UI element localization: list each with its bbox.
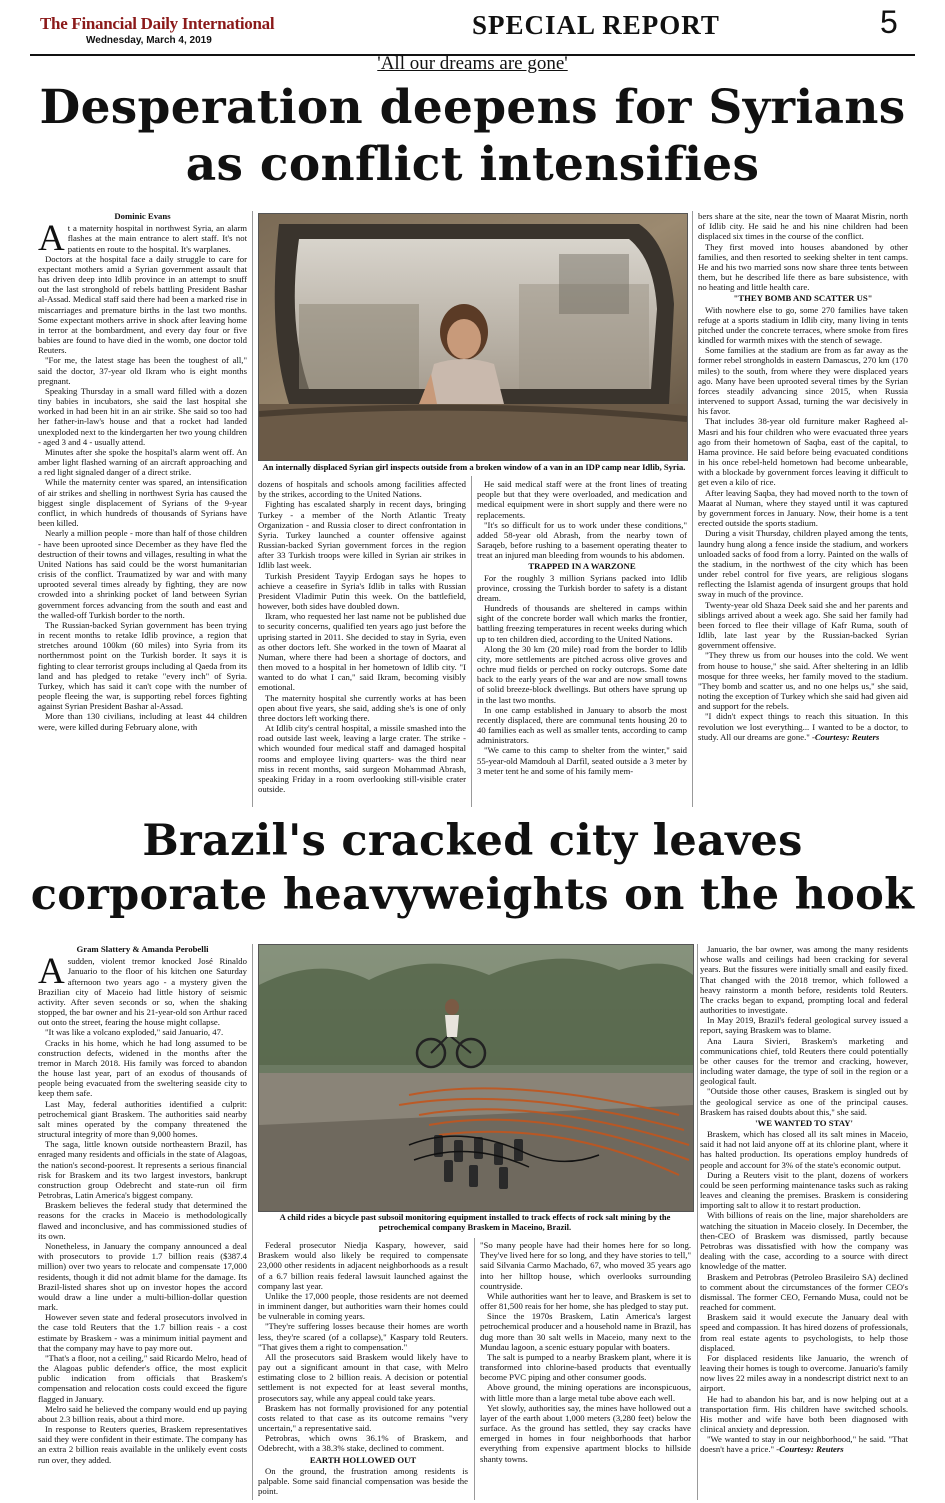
- paragraph: Turkish President Tayyip Erdogan says he hopes to achieve a ceasefire in Syria's Idlib in talks with Russian President Vladimir Putin this week. On the battlefield, however, both sides have doubled down.: [258, 570, 466, 612]
- paragraph: Minutes after she spoke the hospital's alarm went off. An amber light flashed warning of an aircraft approaching and a red light signaled danger of a direct strike.: [38, 446, 247, 478]
- column-divider: [471, 476, 472, 807]
- paragraph: [698, 711, 908, 742]
- paragraph: "That's a floor, not a ceiling," said Ricardo Melro, head of the Alagoas public defender's office, the most explicit public indication from officials that Braskem's compensation and relocation costs could exceed the figure flagged in January.: [38, 1352, 247, 1404]
- paragraph: Fighting has escalated sharply in recent days, bringing Turkey - a member of the North Atlantic Treaty Organization - and Russia closer to direct confrontation in Syria. Turkey launched a counter offensive against Russian-backed Syrian government forces in the region after 33 Turkish troops were killed in Syrian air strikes in Idlib last week.: [258, 499, 466, 571]
- paragraph: Ikram, who requested her last name not be published due to security concerns, qualified ten years ago just before the uprising started in 2011. She decided to stay in Syria, even as other doctors left. She worked in the town of Maarat al Numan, where there had been a shortage of doctors, and then moved to a hospital in her hometown of Idlib city. "I wanted to do what I can," said Ikram, becoming visibly emotional.: [258, 611, 466, 693]
- paragraph: In one camp established in January to absorb the most recently displaced, there are communal tents housing 20 to 40 families each as well as smaller tents, according to camp administrators.: [477, 704, 687, 746]
- article2-column-3: [480, 1240, 691, 1500]
- paragraph: "For me, the latest stage has been the toughest of all," said the doctor, 37-year old Ikram who is eight months pregnant.: [38, 355, 247, 386]
- article2-dropcap: A: [38, 951, 65, 993]
- paragraph: t a maternity hospital in northwest Syria, an alarm flashes at the main entrance to alert staff. It's not patients en route to the hospital. It's warplanes.: [67, 223, 247, 254]
- paragraph: On the ground, the frustration among residents is palpable. Some said financial compensation was beside the point.: [258, 1465, 468, 1497]
- paragraph: Yet slowly, authorities say, the mines have hollowed out a layer of the earth about 1,000 meters (3,280 feet) below the surface. As the ground has settled, they say cracks have emerged in homes in four neighborhoods that harbor everything from expensive apartment blocks to hillside shanty towns.: [480, 1402, 691, 1464]
- column-divider: [252, 211, 253, 807]
- paragraph: The salt is pumped to a nearby Braskem plant, where it is transformed into chlorine-based products that eventually become PVC piping and other consumer goods.: [480, 1351, 691, 1383]
- paragraph: While the maternity center was spared, an intensification of air strikes and shelling in northwest Syria has caused the biggest single displacement of Syrians of the 9-year conflict, in which hundreds of thousands of Syrians have been killed.: [38, 477, 247, 529]
- paragraph: Nonetheless, in January the company announced a deal with prosecutors to provide 1.7 billion reais ($387.4 million) over two years to relocate and compensate 17,000 residents, though it did not admit blame for the damage. Its Brazil-listed shares shot up on investor hopes the accord would draw a line under a multi-billion-dollar question mark.: [38, 1240, 247, 1313]
- child-bicycle-equipment-photo: [259, 945, 693, 1211]
- paragraph: Petrobras, which owns 36.1% of Braskem, and Odebrecht, with a 38.3% stake, declined to comment.: [258, 1433, 468, 1454]
- paragraph: Braskem said it would execute the January deal with speed and compassion. It has hired dozens of professionals, from real estate agents to psychologists, to help those displaced.: [700, 1312, 908, 1353]
- article1-dropcap: A: [38, 218, 65, 260]
- paragraph: Last May, federal authorities identified a culprit: petrochemical giant Braskem. The authorities said nearby salt mines operated by the company threatened the structural integrity of more than 9,000 homes.: [38, 1098, 247, 1140]
- paragraph: For displaced residents like Januario, the wrench of leaving their homes is tough to overcome. Januario's family now lives 22 miles away in a nondescript district next to an airport.: [700, 1352, 908, 1394]
- paragraph-text: "I didn't expect things to reach this situation. In this revolution we lost everything... I wanted to be a doctor, to study. All our dreams are gone.": [698, 711, 908, 742]
- paragraph: Since the 1970s Braskem, Latin America's largest petrochemical producer and a household name in Brazil, has dug more than 30 salt wells in Maceio, many next to the Mundau lagoon, a scenic estuary popular with boaters.: [480, 1311, 691, 1352]
- article2-photo-caption: A child rides a bicycle past subsoil monitoring equipment installed to track effects of rock salt mining by the petrochemical company Braskem in Maceino, Brazil.: [279, 1212, 671, 1232]
- syrian-girl-van-photo: [259, 214, 687, 460]
- column-divider: [252, 944, 253, 1500]
- paragraph: Cracks in his home, which he had long assumed to be construction defects, widened in the months after the tremor in March 2018. His family was forced to abandon the house last year, part of an exodus of thousands of people being evacuated from the sweltering seaside city to keep them safe.: [38, 1037, 247, 1099]
- paragraph: Federal prosecutor Niedja Kaspary, however, said Braskem would also likely be required to compensate 23,000 other residents in adjacent neighborhoods as a result of a 6.7 billion reais federal lawsuit launched against the company last year.: [258, 1240, 468, 1291]
- paragraph: Hundreds of thousands are sheltered in camps within sight of the concrete border wall which marks the frontier, battling freezing temperatures in recent weeks during which up to ten children died, according to the United Nations.: [477, 603, 687, 644]
- article1-kicker: [0, 53, 945, 75]
- article1-column-1: [38, 211, 247, 808]
- article2-column-1: [38, 944, 247, 1500]
- paragraph: In May 2019, Brazil's federal geological survey issued a report, saying Braskem was to blame.: [700, 1015, 908, 1036]
- article1-subhead-trapped: TRAPPED IN A WARZONE: [528, 561, 636, 572]
- paragraph: He had to abandon his bar, and is now helping out at a transportation firm. His children have switched schools. His mother and wife have both been diagnosed with clinical anxiety and depression.: [700, 1393, 908, 1435]
- paragraph: That includes 38-year old furniture maker Ragheed al-Masri and his four children who were evacuated three years ago from their hometown of Saqba, east of the capital, to Hama province. He said before being evacuated conditions in his once rebel-held hometown had become unbearable, with a blockade by government forces leaving it difficult to get even a kilo of rice.: [698, 416, 908, 488]
- article2-courtesy: -Courtesy: Reuters: [776, 1444, 844, 1455]
- paragraph: Above ground, the mining operations are inconspicuous, with little more than a large metal tube above each well.: [480, 1382, 691, 1403]
- article2-byline: Gram Slattery & Amanda Perobelli: [76, 944, 209, 954]
- paragraph: Braskem and Petrobras (Petroleo Brasileiro SA) declined to comment about the circumstances of the former CEO's dismissal. The former CEO, Fernando Musa, could not be reached for comment.: [700, 1271, 908, 1313]
- article1-headline: Desperation deepens for Syrians as conflict intensifies: [39, 80, 906, 193]
- paragraph: Braskem has not formally provisioned for any potential costs related to that case as its outcome remains "very uncertain," a representative said.: [258, 1402, 468, 1434]
- paragraph: During a Reuters visit to the plant, dozens of workers could be seen performing maintenance tasks such as raking leaves and cleaning the premises. Braskem is considering importing salt to allow it to restart production.: [700, 1169, 908, 1211]
- article1-subhead-bomb: "THEY BOMB AND SCATTER US": [733, 293, 873, 304]
- paragraph: During a visit Thursday, children played among the tents, laundry hung along a fence inside the stadium, and workers unloaded sacks of food from a lorry. Painted on the walls of the stadium, in the northwest of the city which has been under rebel control for five years, are religious slogans reflecting the Islamist agenda of insurgent groups that hold sway in much of the province.: [698, 528, 908, 600]
- article2-column-4: [700, 944, 908, 1500]
- paragraph: sudden, violent tremor knocked José Rinaldo Januario to the floor of his kitchen one Saturday afternoon two years ago - a mystery given the Brazilian city of Maceio had little history of seismic activity. After seven seconds or so, when the shaking stopped, the bar owner and his 21-year-old son Arthur raced out onto the street, fearing the house might collapse.: [38, 956, 247, 1028]
- paragraph: After leaving Saqba, they had moved north to the town of Maarat al Numan, where they stayed until it was captured by government forces in January. Now, their home is a tent erected outside the sports stadium.: [698, 487, 908, 529]
- article2-column-2: [258, 1240, 468, 1500]
- column-divider: [692, 211, 693, 807]
- column-divider: [474, 1238, 475, 1500]
- paragraph: Doctors at the hospital face a daily struggle to care for expectant mothers amid a Syrian government assault that has driven deep into Idlib province in an attempt to snuff out the last stronghold of rebels battling President Bashar al-Assad. Medical staff said there had been a marked rise in miscarriages and premature births in the last two months. Some expectant mothers arrive in shock after leaving home in terror at the bombardment, and every day four or five babies are found to have died in the womb, one doctor told Reuters.: [38, 253, 247, 356]
- paragraph: In response to Reuters queries, Braskem representatives said they were confident in their estimate. The company has an extra 2 billion reais available in the unlikely event costs run over, they added.: [38, 1424, 247, 1465]
- paragraph: With billions of reais on the line, major shareholders are watching the situation in Maceio closely. In December, the then-CEO of Braskem was dismissed, partly because Petrobras was dissatisfied with how the company was dealing with the case, according to a source with direct knowledge of the matter.: [700, 1210, 908, 1272]
- paragraph: More than 130 civilians, including at least 44 children were, were killed during February alone, with: [38, 711, 247, 732]
- paragraph: "Outside those other causes, Braskem is singled out by the geological service as one of the principal causes. Braskem has raised doubts about this," she said.: [700, 1086, 908, 1117]
- masthead-paper-name: The Financial Daily International: [40, 14, 275, 33]
- page-number: 5: [880, 4, 898, 40]
- paragraph: Melro said he believed the company would end up paying about 2.3 billion reais, about a third more.: [38, 1403, 247, 1424]
- article1-photo-caption: An internally displaced Syrian girl inspects outside from a broken window of a van in an IDP camp near Idlib, Syria.: [262, 462, 686, 472]
- paragraph: bers share at the site, near the town of Maarat Misrin, north of Idlib city. He said he and his nine children had been displaced six times in the course of the conflict.: [698, 211, 908, 242]
- paragraph: All the prosecutors said Braskem would likely have to pay out a significant amount in that case, with Melro estimating close to 2 billion reais. A decision or potential settlement is not expected for at least several months, prosecutors say, while any appeal could take years.: [258, 1351, 468, 1403]
- masthead-date: Wednesday, March 4, 2019: [86, 35, 212, 46]
- paragraph: [700, 1434, 908, 1454]
- paragraph: However seven state and federal prosecutors involved in the case told Reuters that the 1.7 billion reais - a cost estimate by Braskem - was a minimum initial payment and that the company may have to pay more out.: [38, 1312, 247, 1353]
- paragraph: "It's so difficult for us to work under these conditions," added 58-year old Abrash, from the nearby town of Saraqeb, before rushing to a basement operating theater to treat an injured man bleeding from wounds to his abdomen.: [477, 519, 687, 561]
- article1-column-3: [477, 479, 687, 807]
- paragraph: While authorities want her to leave, and Braskem is set to offer 81,500 reais for her home, she has pledged to stay put.: [480, 1290, 691, 1312]
- section-title: SPECIAL REPORT: [472, 10, 720, 40]
- article1-byline: Dominic Evans: [114, 211, 171, 221]
- paragraph: For the roughly 3 million Syrians packed into Idlib province, crossing the Turkish border to safety is a distant dream.: [477, 572, 687, 603]
- paragraph: Ana Laura Sivieri, Braskem's marketing and communications chief, told Reuters there could potentially be other causes for the tremor and cracking, however, including water damage, the type of soil in the region or a geological fault.: [700, 1035, 908, 1087]
- paragraph: "They threw us from our houses into the cold. We went from house to house," she said. After sheltering in an Idlib mosque for three weeks, her family moved to the stadium. "They bomb and scatter us, and no one helps us," she said, noting the exception of Turkey which she said had given aid and support for the rebels.: [698, 650, 908, 712]
- article2-subhead-earth: EARTH HOLLOWED OUT: [309, 1454, 417, 1465]
- paragraph: Twenty-year old Shaza Deek said she and her parents and siblings arrived about a week ago. She said her family had been forced to flee their village of Kafr Ruma, south of Idlib, late last year by the Russian-backed Syrian government offensive.: [698, 599, 908, 651]
- paragraph: Braskem believes the federal study that determined the reasons for the cracks in Maceio is methodologically flawed and inconclusive, and has commissioned studies of its own.: [38, 1200, 247, 1241]
- paragraph: "So many people have had their homes here for so long. They've lived here for so long, and they have stories to tell," said Silvania Carmo Machado, 67, who moved 35 years ago into her hilltop house, which overlooks surrounding countryside.: [480, 1240, 691, 1291]
- paragraph: He said medical staff were at the front lines of treating people but that they were overloaded, and medication and medical equipment were in short supply and there were no replacements.: [477, 479, 687, 520]
- article1-photo: [258, 213, 688, 461]
- paragraph: "We came to this camp to shelter from the winter," said 55-year-old Mamdouh al Darfil, seated outside a 3 meter by 3 meter tent he and some of his family mem-: [477, 745, 687, 776]
- paragraph: At Idlib city's central hospital, a missile smashed into the road outside last week, leaving a large crater. The strike - which wounded four medical staff and damaged hospital rooms and employee living quarters- was the third near miss in recent months, said surgeon Mohammad Abrash, speaking Friday in a room overlooking still-visible crater outside.: [258, 723, 466, 795]
- paragraph: "It was like a volcano exploded," said Januario, 47.: [45, 1027, 224, 1038]
- article2-headline: Brazil's cracked city leaves corporate heavyweights on the hook: [30, 816, 915, 920]
- paragraph: Unlike the 17,000 people, those residents are not deemed in imminent danger, but authorities warn their homes could be vulnerable in coming years.: [258, 1290, 468, 1322]
- paragraph: Speaking Thursday in a small ward filled with a dozen tiny babies in incubators, she said the last hospital she worked in had been hit in an air strike. She said so too had her father-in-law's house and that a rocket had landed unexploded next to the kindergarten her two young children - aged 3 and 4 - usually attend.: [38, 385, 247, 447]
- paragraph: dozens of hospitals and schools among facilities affected by the strikes, according to the United Nations.: [258, 479, 466, 500]
- column-divider: [697, 944, 698, 1500]
- paragraph: "They're suffering losses because their homes are worth less, they're scared (of a collapse)," Kaspary told Reuters. "That gives them a right to compensation.": [258, 1321, 468, 1352]
- paragraph: Braskem, which has closed all its salt mines in Maceio, said it had not laid anyone off at its chlorine plant, where it has halted production. Its operations employ hundreds of people and account for 3% of the state's economic output.: [700, 1129, 908, 1170]
- paragraph: Some families at the stadium are from as far away as the former rebel strongholds in eastern Damascus, 270 km (170 miles) to the south, from where they were displaced years ago. Many have been uprooted several times by the Syrian forces steadily advancing since 2015, when Russia intervened to support Assad, turning the war decisively in his favor.: [698, 345, 908, 417]
- paragraph: Januario, the bar owner, was among the many residents whose walls and ceilings had been cracking for several years. But the fissures were initially small and easily fixed. That changed with the 2018 tremor, which followed a heavy rainstorm a month before, residents told Reuters. The cracks began to expand, prompting local and federal authorities to investigate.: [700, 944, 908, 1016]
- paragraph: Along the 30 km (20 mile) road from the border to Idlib city, more settlements are pitched across olive groves and ochre mud fields or perched on rocky outcrops. Some date back to the early years of the war and are now small towns of solid breeze-block dwellings. But others have sprung up in the last two months.: [477, 643, 687, 705]
- article2-photo: [258, 944, 694, 1212]
- paragraph: Nearly a million people - more than half of those children - have been uprooted since December as they have fled the destruction of their towns and villages, resulting in what the United Nations has said could be the worst humanitarian crisis of the conflict. Traumatized by war and with many uprooted several times already by fighting, they are now crowded into a shrinking pocket of land between Syrian government forces advancing from the south and east and the walled-off Turkish border to the north.: [38, 528, 247, 620]
- paragraph: With nowhere else to go, some 270 families have taken refuge at a sports stadium in Idlib city, many living in tents pitched under the concrete terraces, where smoke from fires kindled for warmth mixes with the stench of sewage.: [698, 304, 908, 346]
- article1-kicker-text: 'All our dreams are gone': [377, 53, 568, 74]
- paragraph-text: "We wanted to stay in our neighborhood," he said. "That doesn't have a price.": [700, 1434, 908, 1455]
- paragraph: The maternity hospital she currently works at has been open about five years, she said, adding she's is one of only three doctors left working there.: [258, 692, 466, 723]
- paragraph: The Russian-backed Syrian government has been trying in recent months to retake Idlib province, a region that stretches around 100km (60 miles) into Syria from its northernmost point on the Turkish border. It says it is fighting to clear terrorist groups including al Qaeda from its land and has pledged to retake "every inch" of Syria. Turkey, which has said it can't cope with the number of people fleeing the war, is supporting rebel forces fighting against Syrian President Bashar al-Assad.: [38, 619, 247, 712]
- article2-subhead-stay: 'WE WANTED TO STAY': [755, 1117, 853, 1128]
- article1-column-2: [258, 479, 466, 807]
- paragraph: They first moved into houses abandoned by other families, and then resorted to seeking shelter in tent camps. He and his two married sons now share three tents between them, but he described life there as bare subsistence, with no heating and little health care.: [698, 241, 908, 293]
- article1-column-4: [698, 211, 908, 808]
- article1-courtesy: -Courtesy: Reuters: [811, 731, 880, 742]
- paragraph: The saga, little known outside northeastern Brazil, has enraged many residents and officials in the state of Alagoas, the nation's second-poorest. It represents a serious financial risk for Braskem and its two largest investors, bankrupt construction group Odebrecht and state-run oil firm Petrobras, Latin America's biggest company.: [38, 1139, 247, 1201]
